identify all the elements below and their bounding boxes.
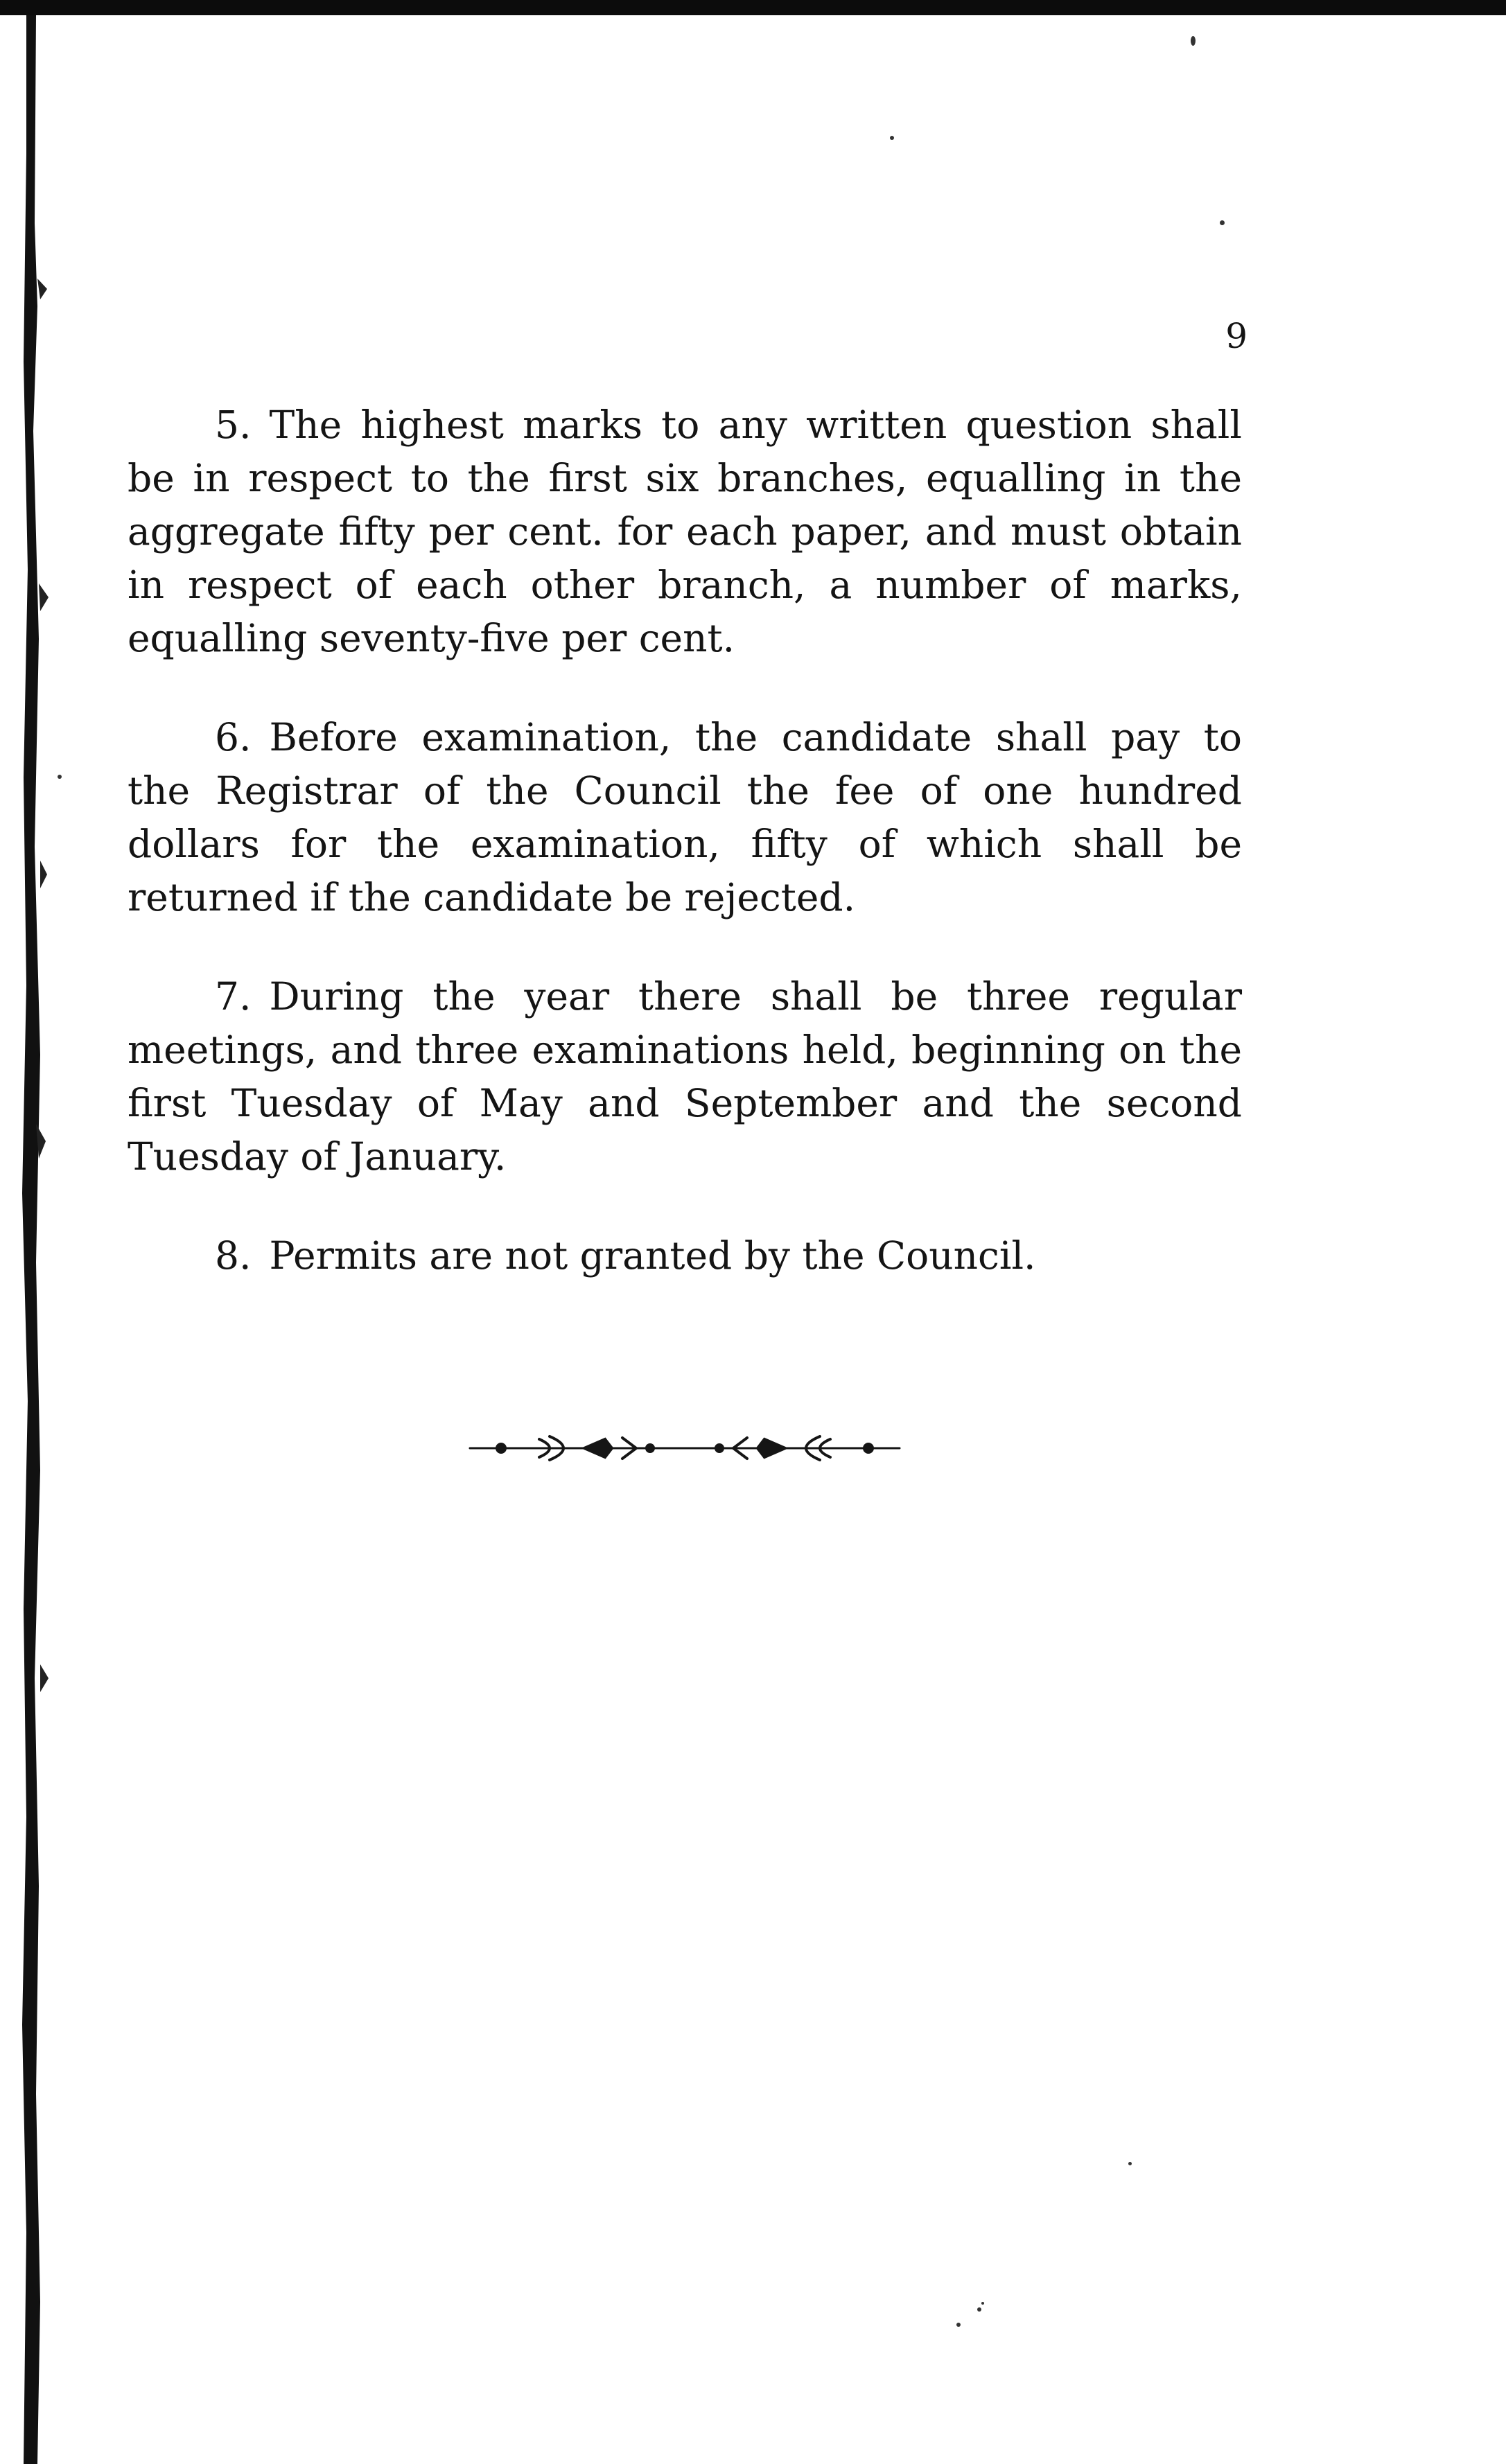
scan-speck [1191,36,1196,46]
scan-speck [890,136,894,140]
paragraph-8 [128,1229,1242,1283]
paragraph-number: 8. [215,1233,252,1278]
scan-speck [977,2307,981,2312]
paragraph-7 [128,970,1242,1183]
scan-left-edge [19,15,50,2464]
paragraph-5 [128,398,1242,665]
decorative-rule-ornament-icon [463,1424,907,1472]
paragraph-text: Before examination, the candidate shall pay to the Registrar of the Council the fee of one hundred dollars for the examination, fifty of which shall be returned if the candidate be rejected. [128,715,1242,919]
scan-speck [956,2323,961,2327]
paragraph-text: Permits are not granted by the Council. [269,1233,1036,1278]
paragraph-number: 5. [215,403,252,447]
scan-top-edge [0,0,1506,15]
paragraph-text: The highest marks to any written question shall be in respect to the first six branches, equalling in the aggregate fifty per cent. for each paper, and must obtain in respect of each other branch, a number of marks, equalling seventy-five per cent. [128,403,1242,660]
scan-speck [1220,220,1225,225]
paragraph-number: 6. [215,715,252,759]
paragraph-6 [128,711,1242,924]
scan-speck [981,2302,984,2305]
page-number: 9 [1225,316,1247,356]
text-block [128,398,1242,1328]
paragraph-text: During the year there shall be three regular meetings, and three examinations held, beginning on the first Tuesday of May and September and the second Tuesday of January. [128,974,1242,1179]
scan-speck [1128,2162,1132,2165]
scan-speck [58,775,62,779]
paragraph-number: 7. [215,974,252,1019]
